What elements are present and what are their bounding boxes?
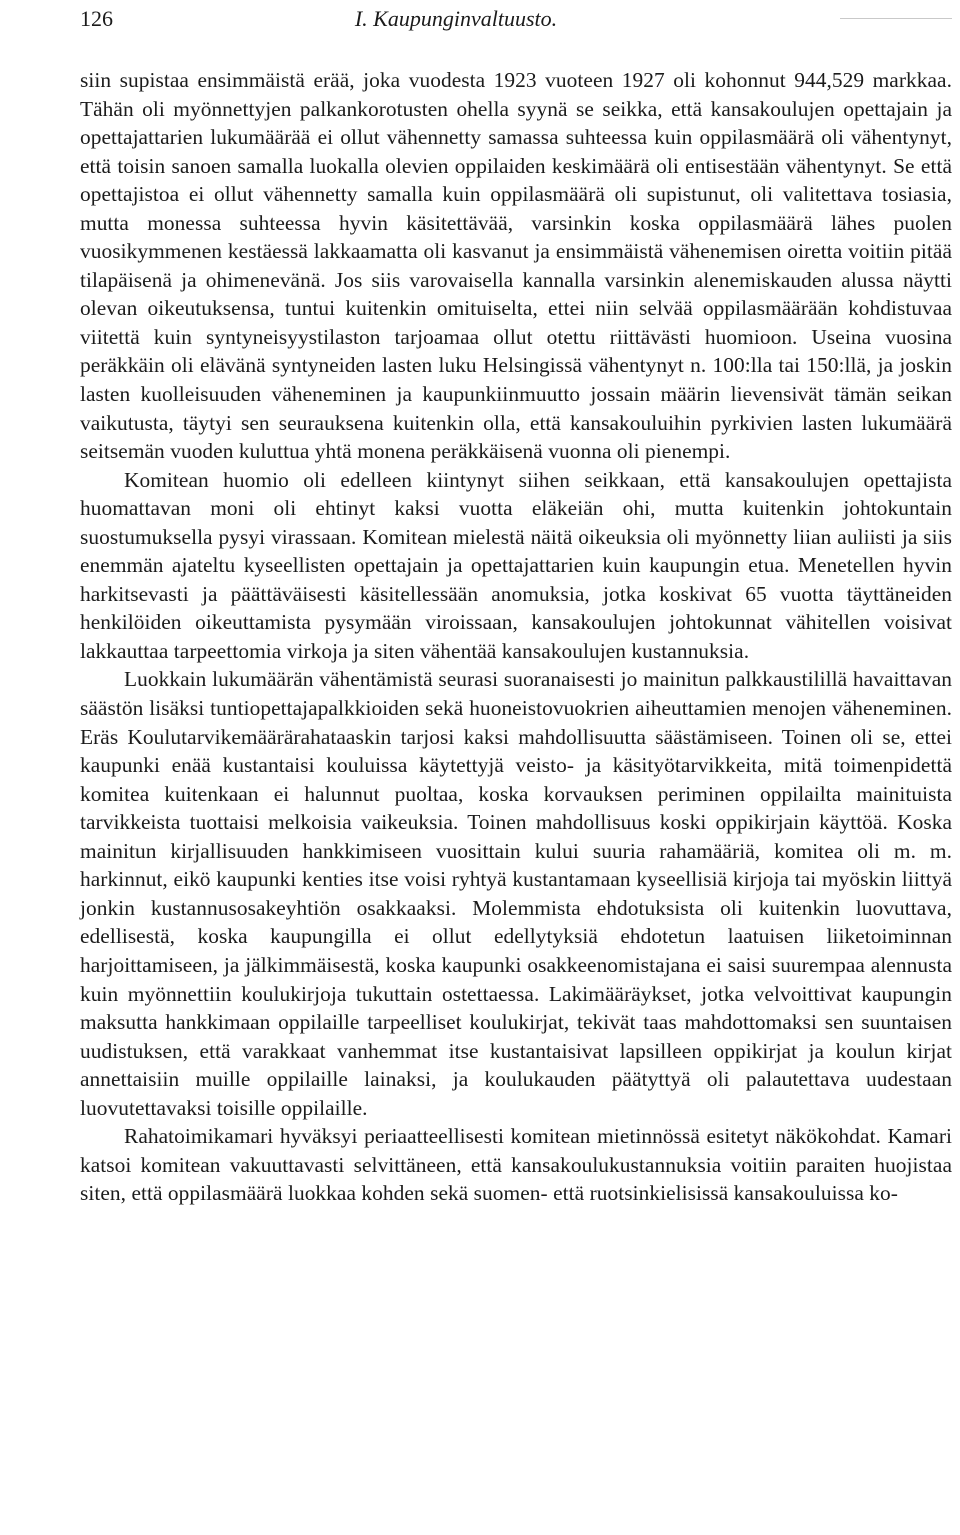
header-rule (840, 18, 952, 19)
page-header (80, 2, 952, 36)
page-number: 126 (80, 6, 113, 31)
paragraph-2: Komitean huomio oli edelleen kiintynyt siihen seikkaan, että kansakoulujen opettajista huomattavan moni oli ehtinyt kaksi vuotta eläkeiän ohi, mutta kuitenkin johtokuntain suostumuksella pysyi virassaan. Komitean mielestä näitä oikeuksia oli myönnetty liian auliisti ja siis enemmän ajateltu kyseellisten opettajain ja opettajattarien kuin kaupungin etua. Menetellen hyvin harkitsevasti ja päättäväisesti käsitellessään anomuksia, jotka koskivat 65 vuotta täyttäneiden henkilöiden oikeuttamista pysymään viroissaan, kansakoulujen johtokunnat vähitellen voisivat lakkauttaa tarpeettomia virkoja ja siten vähentää kansakoulujen kustannuksia. (80, 467, 952, 663)
paragraph-4: Rahatoimikamari hyväksyi periaatteellisesti komitean mietinnössä esitetyt näkökohdat. Kamari katsoi komitean vakuuttavasti selvittäneen, että kansakoulukustannuksia voitiin paraiten huojistaa siten, että oppilasmäärä luokkaa kohden sekä suomen- että ruotsinkielisissä kansakouluissa ko- (80, 1124, 952, 1206)
running-head: I. Kaupunginvaltuusto. (354, 6, 558, 31)
paragraph-3: Luokkain lukumäärän vähentämistä seurasi suoranaisesti jo mainitun palkkaustilillä havaittavan säästön lisäksi tuntiopettajapalkkioiden sekä huoneistovuokrien aiheuttamien menojen väheneminen. Eräs Koulutarvikemäärärahataaskin tarjosi kaksi mahdollisuutta säästämiseen. Toinen oli se, ettei kaupunki enää kustantaisi kouluissa käytettyjä veisto- ja käsityötarvikkeita, mitä toimenpidettä komitea kuitenkaan ei halunnut puoltaa, koska korvauksen periminen oppilailta mainituista tarvikkeista tuottaisi melkoisia vaikeuksia. Toinen mahdollisuus koski oppikirjain käyttöä. Koska mainitun kirjallisuuden hankkimiseen vuosittain kului suuria rahamääriä, komitea oli m. m. harkinnut, eikö kaupunki kenties itse voisi ryhtyä kustantamaan kyseellisiä kirjoja tai myöskin liittyä jonkin kustannusosakeyhtiön osakkaaksi. Molemmista ehdotuksista oli kuitenkin luovuttava, edellisestä, koska kaupungilla ei ollut edellytyksiä ehdotetun laatuisen liiketoiminnan harjoittamiseen, ja jälkimmäisestä, koska kaupunki osakkeenomistajana ei saisi suurempaa alennusta kuin myönnettiin koulukirjoja tukuttain ostettaessa. Lakimääräykset, jotka velvoittivat kaupungin maksutta hankkimaan oppilaille tarpeelliset koulukirjat, tekivät taas mahdottomaksi sen suuntaisen uudistuksen, että varakkaat vanhemmat itse kustantaisivat lapsilleen oppikirjat ja koulun kirjat annettaisiin muille oppilaille lainaksi, ja koulukauden päätyttyä oli palautettava uudestaan luovutettavaksi toisille oppilaille. (80, 667, 952, 1120)
paragraph-1: siin supistaa ensimmäistä erää, joka vuodesta 1923 vuoteen 1927 oli kohonnut 944,529 markkaa. Tähän oli myönnettyjen palkankorotusten ohella syynä se seikka, että kansakoulujen opettajain ja opettajattarien lukumäärää ei ollut vähennetty samassa suhteessa kuin oppilasmäärä oli vähentynyt, että toisin sanoen samalla luokalla olevien oppilaiden keskimäärä oli entisestään vähentynyt. Se että opettajistoa ei ollut vähennetty samalla kuin oppilasmäärä oli supistunut, oli valitettava tosiasia, mutta monessa suhteessa hyvin käsitettävää, varsinkin koska oppilasmäärä lähes puolen vuosikymmenen kestäessä lakkaamatta oli kasvanut ja ensimmäistä vähenemisen oiretta voitiin pitää tilapäisenä ja ohimenevänä. Jos siis varovaisella kannalla varsinkin alenemiskauden alussa näytti olevan oikeutuksensa, tuntui kuitenkin omituiselta, ettei niin selvää oppilasmäärään kohdistuvaa viitettä kuin syntyneisyystilaston tarjoamaa ollut otettu riittävästi huomioon. Useina vuosina peräkkäin oli elävänä syntyneiden lasten luku Helsingissä vähentynyt n. 100:lla tai 150:llä, ja joskin lasten kuolleisuuden väheneminen ja kaupunkiinmuutto jossain määrin lievensivät tämän seikan vaikutusta, täytyi sen seurauksena kuitenkin olla, että kansakouluihin pyrkivien lasten lukumäärä seitsemän vuoden kuluttua yhtä monena peräkkäisenä vuonna oli pienempi. (80, 68, 952, 464)
document-page (80, 0, 952, 1208)
body-text (80, 66, 952, 1208)
